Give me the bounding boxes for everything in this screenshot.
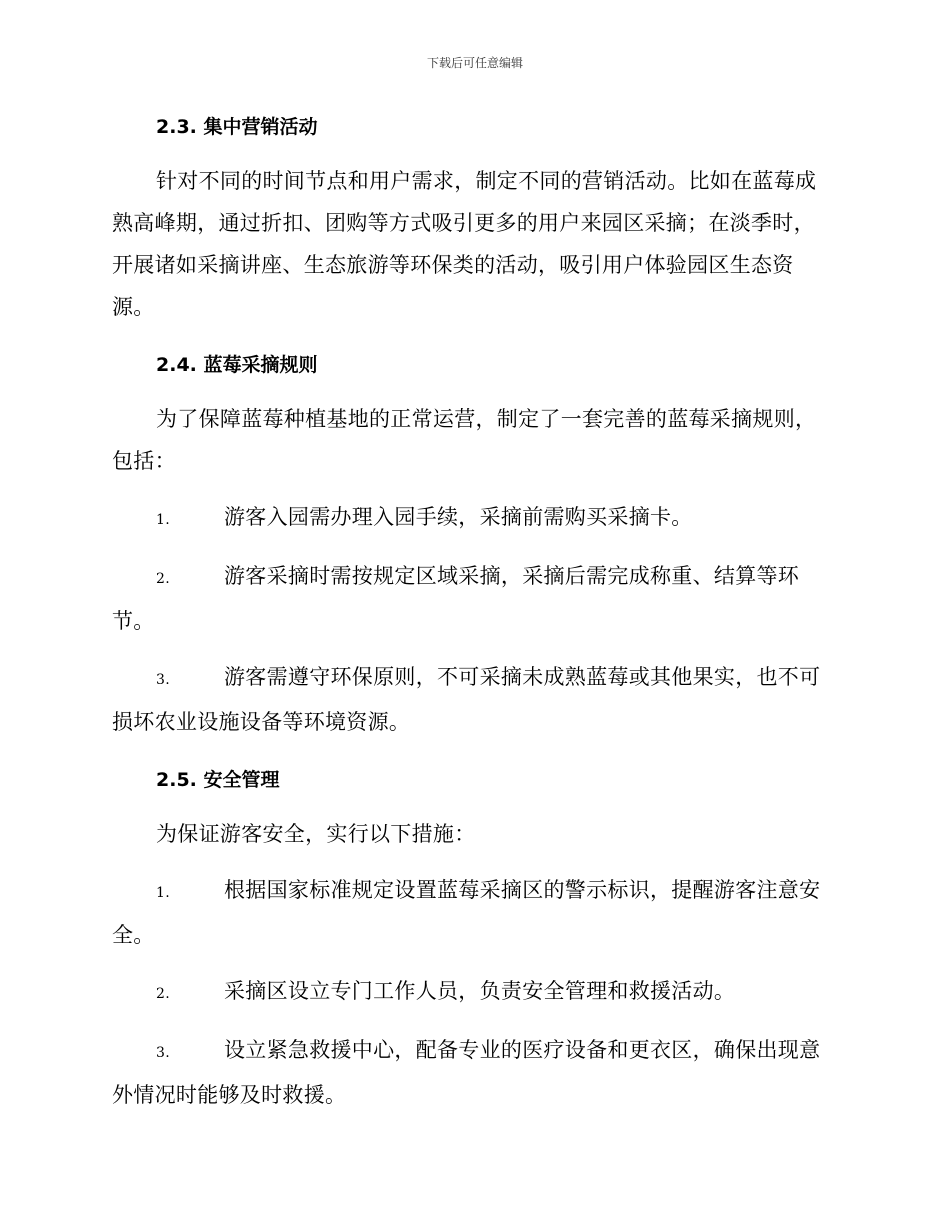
page-header: 下载后可任意编辑: [426, 56, 523, 70]
list-item-number: 3.: [156, 1045, 170, 1061]
list-item-text: 游客入园需办理入园手续，采摘前需购买采摘卡。: [224, 505, 693, 529]
list-item-number: 2.: [156, 986, 170, 1002]
list-item-text: 游客需遵守环保原则，不可采摘未成熟蓝莓或其他果实，也不可损坏农业设施设备等环境资源。: [112, 665, 821, 734]
document-body: [112, 108, 836, 1116]
list-item-number: 2.: [156, 571, 170, 587]
section-paragraph: 针对不同的时间节点和用户需求，制定不同的营销活动。比如在蓝莓成熟高峰期，通过折扣、团购等方式吸引更多的用户来园区采摘；在淡季时，开展诸如采摘讲座、生态旅游等环保类的活动，吸引用户体验园区生态资源。: [112, 169, 817, 319]
list-item-number: 1.: [156, 512, 170, 528]
section-heading: 2.3. 集中营销活动: [156, 116, 318, 138]
section-paragraph: 为保证游客安全，实行以下措施：: [156, 822, 476, 846]
list-item-text: 游客采摘时需按规定区域采摘，采摘后需完成称重、结算等环节。: [112, 564, 800, 633]
section-paragraph: 为了保障蓝莓种植基地的正常运营，制定了一套完善的蓝莓采摘规则，包括：: [112, 407, 817, 473]
list-item-number: 3.: [156, 672, 170, 688]
section-heading: 2.4. 蓝莓采摘规则: [156, 354, 318, 376]
list-item-number: 1.: [156, 885, 170, 901]
list-item-text: 设立紧急救援中心，配备专业的医疗设备和更衣区，确保出现意外情况时能够及时救援。: [112, 1038, 821, 1107]
list-item-text: 根据国家标准规定设置蓝莓采摘区的警示标识，提醒游客注意安全。: [112, 878, 821, 947]
list-item: [112, 970, 836, 1015]
list-item: [112, 656, 836, 743]
list-item: [112, 1029, 836, 1116]
list-item: [112, 555, 836, 642]
list-item: [112, 496, 836, 541]
section-heading: 2.5. 安全管理: [156, 769, 280, 791]
list-item: [112, 869, 836, 956]
list-item-text: 采摘区设立专门工作人员，负责安全管理和救援活动。: [224, 979, 736, 1003]
